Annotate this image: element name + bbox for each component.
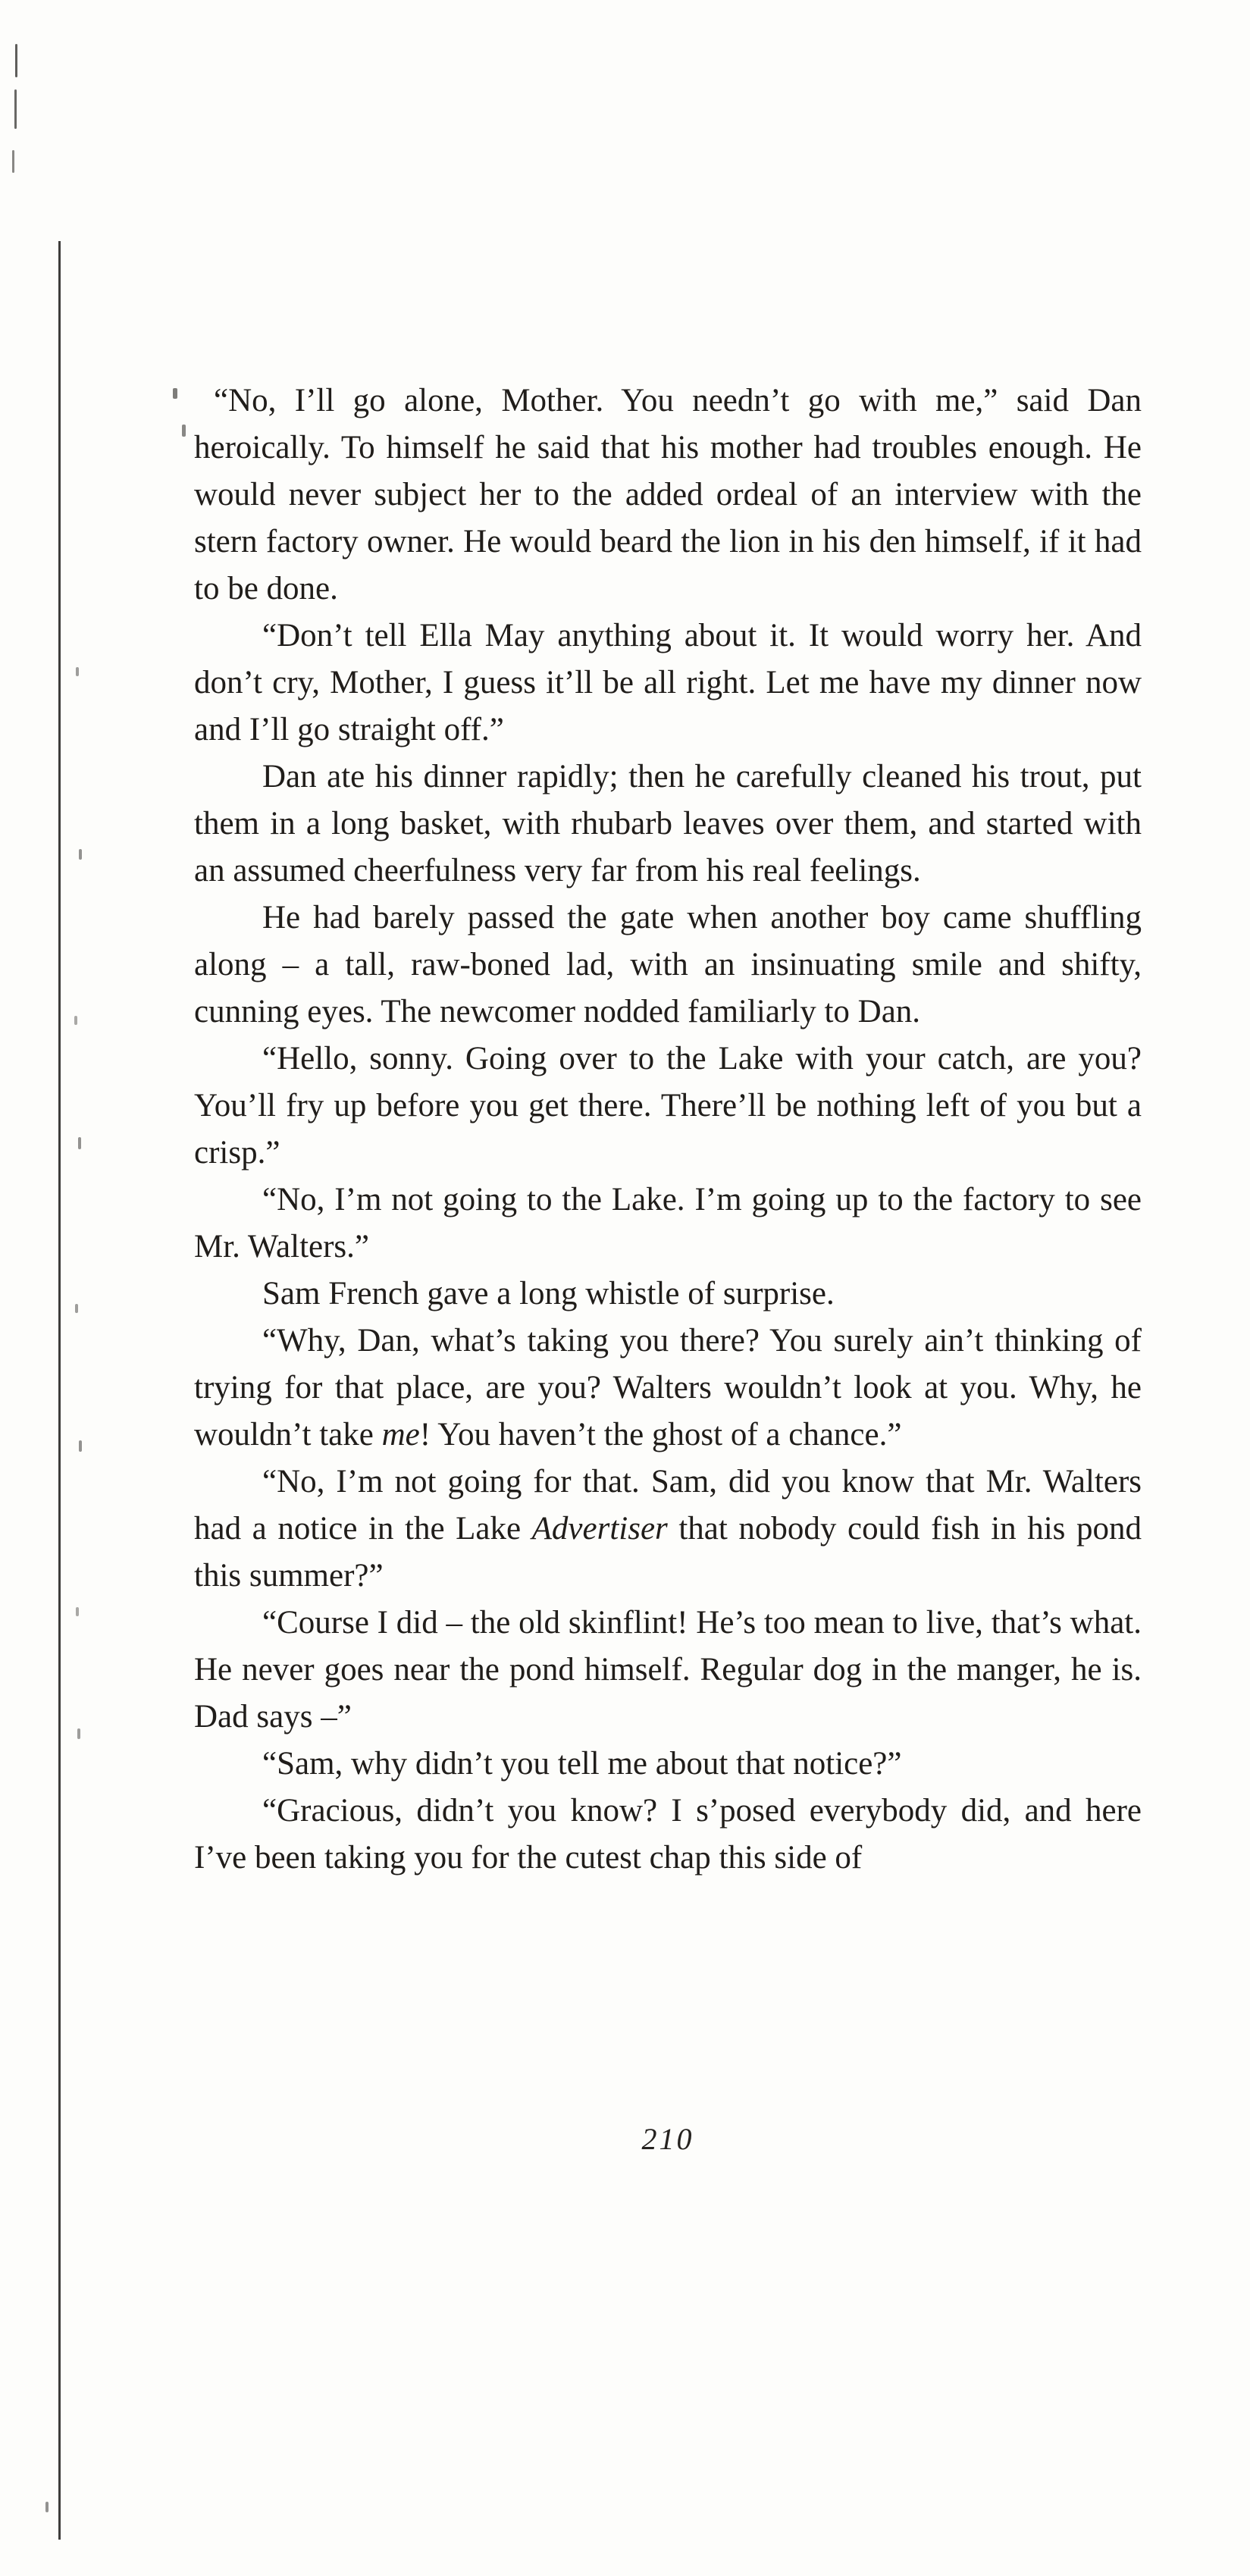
text-segment: “Course I did – the old skinflint! He’s too mean to live, that’s what. He never goes near the pond himself. Regular dog in the manger, he is. Dad says –” xyxy=(194,1605,1142,1735)
scan-binding-line xyxy=(58,241,61,2540)
scan-artifact xyxy=(79,1440,82,1452)
text-segment: “No, I’ll go alone, Mother. You needn’t go with me,” said Dan heroically. To himself he said that his mother had troubles enough. He would never subject her to the added ordeal of an interview with the stern factory owner. He would beard the lion in his den himself, if it had to be done. xyxy=(194,383,1142,606)
paragraph xyxy=(194,1036,1142,1177)
paragraph xyxy=(194,1741,1142,1788)
text-segment: “Gracious, didn’t you know? I s’posed everybody did, and here I’ve been taking you for the cutest chap this side of xyxy=(194,1793,1142,1876)
text-segment: that nobody could fish in his pond this summer?” xyxy=(194,1511,1142,1594)
scan-artifact xyxy=(79,849,82,860)
paragraph xyxy=(194,1600,1142,1741)
text-segment: “Don’t tell Ella May anything about it. It would worry her. And don’t cry, Mother, I guess it’ll be all right. Let me have my dinner now and I’ll go straight off.” xyxy=(194,618,1142,747)
italic-text: Advertiser xyxy=(531,1511,668,1547)
text-segment: “No, I’m not going to the Lake. I’m going up to the factory to see Mr. Walters.” xyxy=(194,1182,1142,1264)
scan-artifact xyxy=(74,1016,77,1025)
italic-text: me xyxy=(381,1417,420,1453)
text-block xyxy=(194,378,1142,1882)
paragraph xyxy=(194,1177,1142,1271)
page-number: 210 xyxy=(641,2122,694,2156)
text-segment: “Sam, why didn’t you tell me about that notice?” xyxy=(262,1746,902,1782)
paragraph xyxy=(194,754,1142,895)
scan-artifact xyxy=(15,44,17,77)
scan-artifact xyxy=(12,150,14,173)
text-segment: “Hello, sonny. Going over to the Lake with your catch, are you? You’ll fry up before you get there. There’ll be nothing left of you but a crisp.” xyxy=(194,1041,1142,1170)
text-segment: “No, I’m not going for that. Sam, did you know that Mr. Walters had a notice in the Lake xyxy=(194,1464,1142,1547)
paragraph xyxy=(194,1271,1142,1318)
paragraph xyxy=(194,378,1142,613)
text-segment: “Why, Dan, what’s taking you there? You surely ain’t thinking of trying for that place, are you? Walters wouldn’t look at you. Why, he wouldn’t take xyxy=(194,1323,1142,1453)
scan-artifact xyxy=(173,388,177,399)
text-segment: ! You haven’t the ghost of a chance.” xyxy=(419,1417,902,1453)
paragraph xyxy=(194,1318,1142,1459)
scan-artifact xyxy=(77,1728,80,1739)
scan-artifact xyxy=(76,1607,79,1616)
text-segment: Dan ate his dinner rapidly; then he carefully cleaned his trout, put them in a long basket, with rhubarb leaves over them, and started with an assumed cheerfulness very far from his real feelings. xyxy=(194,759,1142,888)
paragraph xyxy=(194,895,1142,1036)
scan-artifact xyxy=(76,667,79,676)
paragraph xyxy=(194,1788,1142,1882)
scan-artifact xyxy=(78,1137,81,1149)
scan-artifact xyxy=(75,1304,78,1313)
scan-artifact xyxy=(14,89,17,129)
text-segment: He had barely passed the gate when another boy came shuffling along – a tall, raw-boned lad, with an insinuating smile and shifty, cunning eyes. The newcomer nodded familiarly to Dan. xyxy=(194,900,1142,1029)
scan-artifact xyxy=(182,425,186,437)
paragraph xyxy=(194,613,1142,754)
text-segment: Sam French gave a long whistle of surprise. xyxy=(262,1276,835,1312)
paragraph xyxy=(194,1459,1142,1600)
scan-artifact xyxy=(45,2502,49,2512)
